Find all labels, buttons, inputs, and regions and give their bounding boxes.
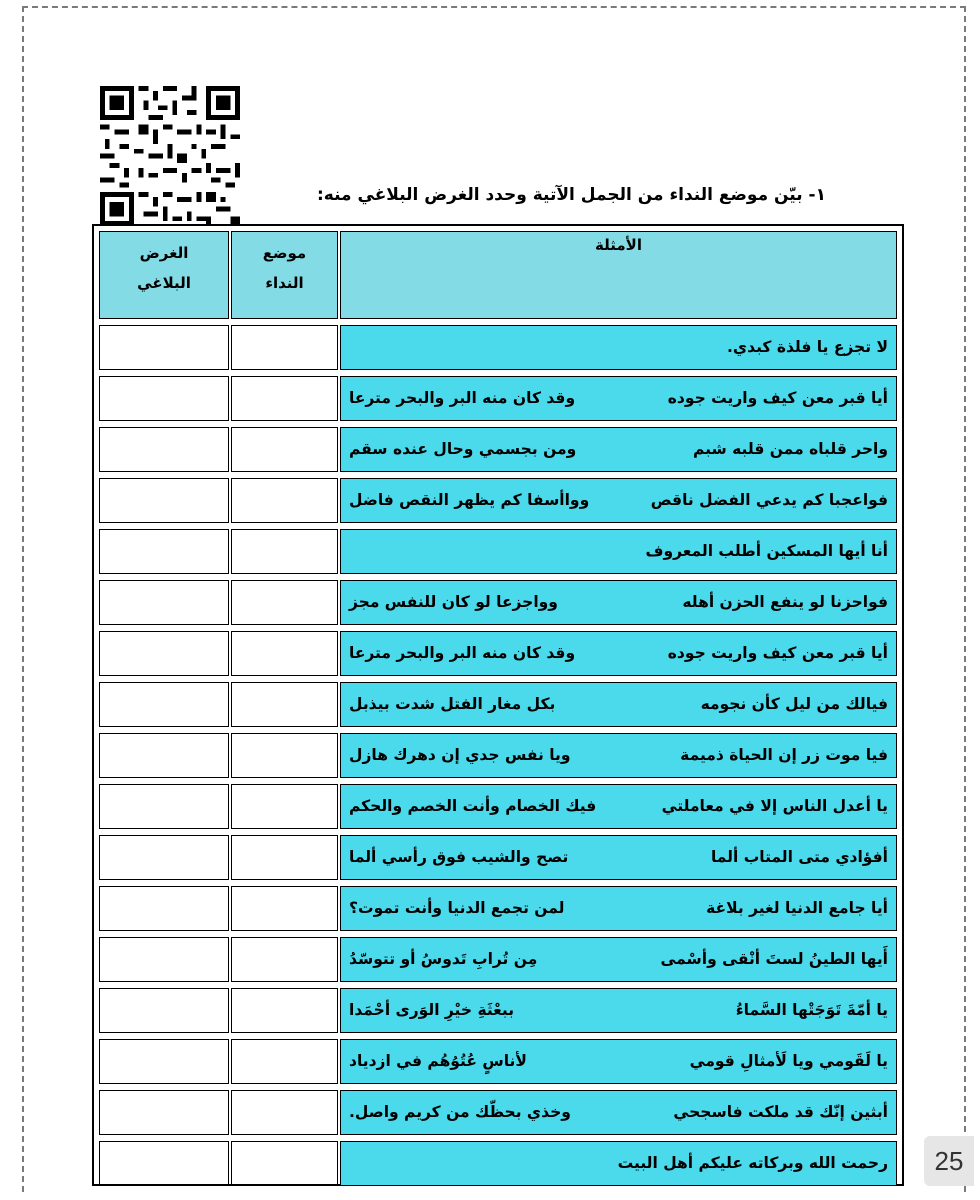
- example-first-hemistich: رحمت الله وبركاته عليكم أهل البيت: [617, 1154, 888, 1172]
- example-second-hemistich: ومن بجسمي وحال عنده سقم: [349, 440, 577, 458]
- table-row: [99, 427, 897, 472]
- example-cell: [340, 835, 897, 880]
- answer-purpose-cell[interactable]: [99, 1090, 229, 1135]
- example-second-hemistich: وواجزعا لو كان للنفس مجز: [349, 593, 558, 611]
- answer-place-cell[interactable]: [231, 580, 338, 625]
- example-first-hemistich: يا لَقَومي ويا لَأمثالِ قومي: [689, 1052, 888, 1070]
- example-cell: [340, 733, 897, 778]
- answer-place-cell[interactable]: [231, 988, 338, 1033]
- example-first-hemistich: أيا قبر معن كيف واريت جوده: [667, 644, 888, 662]
- table-row: [99, 376, 897, 421]
- answer-purpose-cell[interactable]: [99, 631, 229, 676]
- header-rhetorical-purpose: الغرض البلاغي: [99, 231, 229, 319]
- answer-purpose-cell[interactable]: [99, 580, 229, 625]
- example-cell: [340, 784, 897, 829]
- example-cell: [340, 325, 897, 370]
- example-first-hemistich: فيا موت زر إن الحياة ذميمة: [680, 746, 888, 764]
- answer-place-cell[interactable]: [231, 478, 338, 523]
- answer-purpose-cell[interactable]: [99, 427, 229, 472]
- example-second-hemistich: وواأسفا كم يظهر النقص فاضل: [349, 491, 590, 509]
- answer-place-cell[interactable]: [231, 784, 338, 829]
- answer-purpose-cell[interactable]: [99, 529, 229, 574]
- example-second-hemistich: مِن تُرابِ تَدوسُ أو تتوسّدُ: [349, 950, 538, 968]
- table-row: [99, 682, 897, 727]
- example-cell: [340, 1090, 897, 1135]
- example-first-hemistich: أيا قبر معن كيف واريت جوده: [667, 389, 888, 407]
- table-row: [99, 784, 897, 829]
- table-body: [99, 325, 897, 1186]
- example-second-hemistich: لأناسٍ عُتُوُهُم في ازدياد: [349, 1052, 527, 1070]
- example-cell: [340, 937, 897, 982]
- example-second-hemistich: بكل مغار الفتل شدت بيذبل: [349, 695, 556, 713]
- exercise-table: [92, 224, 904, 1186]
- example-cell: [340, 478, 897, 523]
- table-row: [99, 937, 897, 982]
- table-row: [99, 529, 897, 574]
- example-first-hemistich: واحر قلباه ممن قلبه شبم: [693, 440, 888, 458]
- table-row: [99, 325, 897, 370]
- answer-place-cell[interactable]: [231, 376, 338, 421]
- example-second-hemistich: وخذي بحظّك من كريم واصل.: [349, 1103, 571, 1121]
- qr-code: [100, 86, 240, 226]
- table-row: [99, 1141, 897, 1186]
- table-row: [99, 1039, 897, 1084]
- answer-place-cell[interactable]: [231, 1141, 338, 1186]
- answer-place-cell[interactable]: [231, 325, 338, 370]
- example-second-hemistich: لمن تجمع الدنيا وأنت تموت؟: [349, 899, 565, 917]
- example-cell: [340, 886, 897, 931]
- answer-place-cell[interactable]: [231, 529, 338, 574]
- answer-purpose-cell[interactable]: [99, 937, 229, 982]
- answer-place-cell[interactable]: [231, 835, 338, 880]
- example-cell: [340, 631, 897, 676]
- header-vocative-place: موضع النداء: [231, 231, 338, 319]
- table-row: [99, 988, 897, 1033]
- table-row: [99, 580, 897, 625]
- exercise-instruction: ١- بيّن موضع النداء من الجمل الآتية وحدد الغرض البلاغي منه:: [317, 185, 826, 205]
- example-first-hemistich: أيا جامع الدنيا لغير بلاغة: [706, 899, 888, 917]
- answer-purpose-cell[interactable]: [99, 784, 229, 829]
- answer-place-cell[interactable]: [231, 1090, 338, 1135]
- example-cell: [340, 427, 897, 472]
- answer-place-cell[interactable]: [231, 733, 338, 778]
- example-first-hemistich: يا أمّةَ تَوَجَتْها السَّماءُ: [735, 1001, 888, 1019]
- answer-purpose-cell[interactable]: [99, 1039, 229, 1084]
- answer-place-cell[interactable]: [231, 886, 338, 931]
- table-row: [99, 733, 897, 778]
- answer-purpose-cell[interactable]: [99, 835, 229, 880]
- example-first-hemistich: لا تجزع يا فلذة كبدي.: [727, 338, 888, 356]
- answer-purpose-cell[interactable]: [99, 325, 229, 370]
- example-second-hemistich: تصح والشيب فوق رأسي ألما: [349, 848, 569, 866]
- example-first-hemistich: أَيها الطينُ لستَ أنْقى وأسْمى: [660, 950, 888, 968]
- answer-purpose-cell[interactable]: [99, 733, 229, 778]
- example-second-hemistich: فيك الخصام وأنت الخصم والحكم: [349, 797, 597, 815]
- answer-place-cell[interactable]: [231, 1039, 338, 1084]
- answer-place-cell[interactable]: [231, 682, 338, 727]
- answer-place-cell[interactable]: [231, 631, 338, 676]
- example-cell: [340, 529, 897, 574]
- example-first-hemistich: يا أعدل الناس إلا في معاملتي: [661, 797, 888, 815]
- answer-purpose-cell[interactable]: [99, 1141, 229, 1186]
- answer-purpose-cell[interactable]: [99, 988, 229, 1033]
- example-first-hemistich: أنا أيها المسكين أطلب المعروف: [645, 542, 888, 560]
- table-row: [99, 478, 897, 523]
- table-header-row: [99, 231, 897, 319]
- example-cell: [340, 1141, 897, 1186]
- answer-purpose-cell[interactable]: [99, 682, 229, 727]
- table-row: [99, 886, 897, 931]
- page-number: 25: [924, 1136, 974, 1186]
- example-first-hemistich: فيالك من ليل كأن نجومه: [700, 695, 888, 713]
- answer-place-cell[interactable]: [231, 427, 338, 472]
- example-second-hemistich: ببعْثَةِ خيْرِ الوَرى أحْمَدا: [349, 1001, 515, 1019]
- answer-place-cell[interactable]: [231, 937, 338, 982]
- example-second-hemistich: وقد كان منه البر والبحر مترعا: [349, 389, 576, 407]
- table-row: [99, 1090, 897, 1135]
- example-cell: [340, 1039, 897, 1084]
- example-first-hemistich: فواحزنا لو ينفع الحزن أهله: [682, 593, 888, 611]
- example-first-hemistich: أبثين إنّك قد ملكت فاسجحي: [673, 1103, 888, 1121]
- example-cell: [340, 376, 897, 421]
- example-second-hemistich: ويا نفس جدي إن دهرك هازل: [349, 746, 571, 764]
- example-first-hemistich: أفؤادي متى المتاب ألما: [710, 848, 888, 866]
- answer-purpose-cell[interactable]: [99, 478, 229, 523]
- header-examples: الأمثلة: [340, 231, 897, 319]
- answer-purpose-cell[interactable]: [99, 886, 229, 931]
- example-cell: [340, 580, 897, 625]
- example-cell: [340, 682, 897, 727]
- table-row: [99, 631, 897, 676]
- answer-purpose-cell[interactable]: [99, 376, 229, 421]
- example-cell: [340, 988, 897, 1033]
- example-second-hemistich: وقد كان منه البر والبحر مترعا: [349, 644, 576, 662]
- table-row: [99, 835, 897, 880]
- example-first-hemistich: فواعجبا كم يدعي الفضل ناقص: [650, 491, 888, 509]
